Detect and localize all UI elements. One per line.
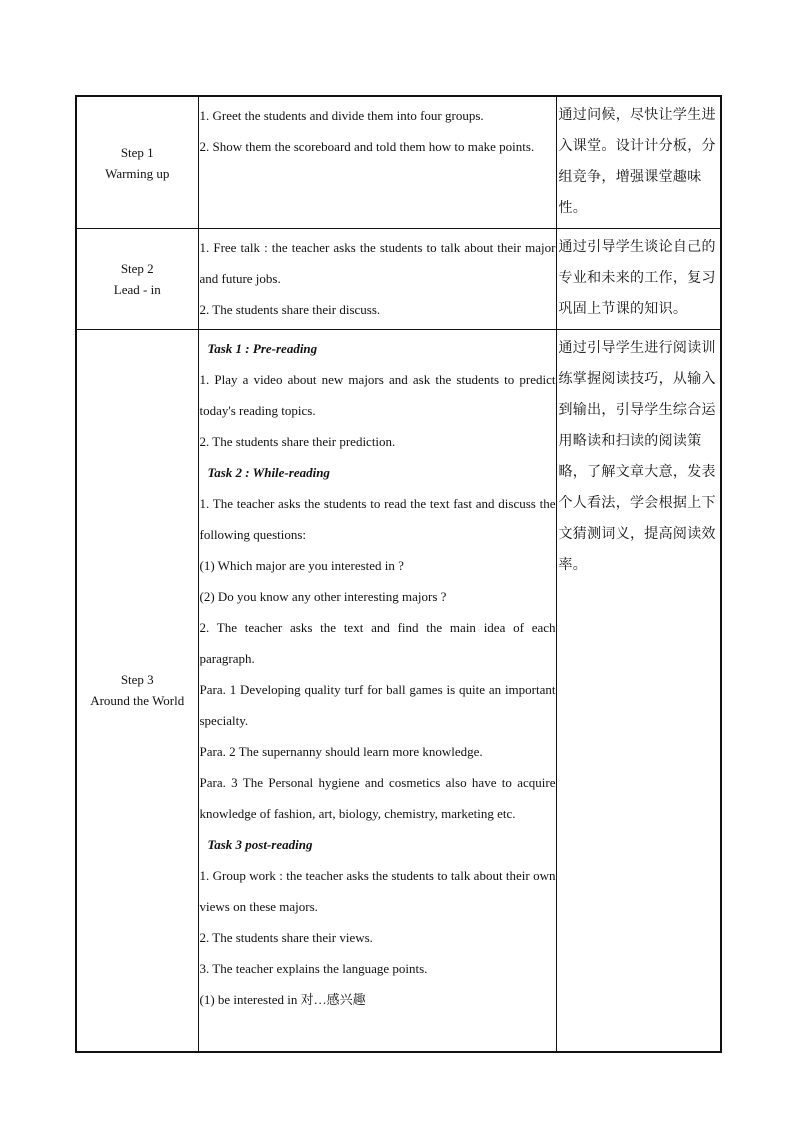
process-line: 3. The teacher explains the language points. <box>199 961 428 976</box>
step-label: Step 1 <box>120 144 154 160</box>
task-heading: Task 3 post-reading <box>207 837 313 852</box>
step-label: Step 2 <box>120 261 154 276</box>
process-line: Para. 2 The supernanny should learn more knowledge. <box>199 744 483 759</box>
process-line: 1. Play a video about new majors and ask the students to predict today's reading topics. <box>199 372 556 418</box>
process-cell <box>198 229 556 330</box>
step-name: Lead - in <box>113 282 161 297</box>
process-line: Para. 1 Developing quality turf for ball games is quite an important specialty. <box>199 682 556 728</box>
step-cell <box>76 96 198 229</box>
process-cell <box>198 96 556 229</box>
table-row-step-1 <box>76 96 721 229</box>
lesson-plan-table <box>75 95 722 1053</box>
purpose-cell: 通过问候，尽快让学生进入课堂。设计计分板，分组竞争，增强课堂趣味性。 <box>556 96 721 229</box>
step-cell <box>76 330 198 1052</box>
process-line: 2. The students share their discuss. <box>199 302 381 317</box>
process-line: (1) Which major are you interested in ? <box>199 558 404 573</box>
process-cell <box>198 330 556 1052</box>
process-line: (2) Do you know any other interesting majors ? <box>199 589 447 604</box>
step-label: Step 3 <box>120 672 154 688</box>
step-name: Warming up <box>105 165 170 181</box>
process-line: 1. The teacher asks the students to read the text fast and discuss the following questions: <box>199 496 556 542</box>
table-row-step-3 <box>76 330 721 1052</box>
task-heading: Task 2 : While-reading <box>207 465 330 480</box>
table-row-step-2 <box>76 229 721 330</box>
process-line: Para. 3 The Personal hygiene and cosmetics also have to acquire knowledge of fashion, art, biology, chemistry, marketing etc. <box>199 775 556 821</box>
process-line: 2. The teacher asks the text and find the main idea of each paragraph. <box>199 620 556 666</box>
process-line: 1. Greet the students and divide them into four groups. <box>199 108 484 123</box>
step-cell <box>76 229 198 330</box>
process-line: 2. The students share their prediction. <box>199 434 396 449</box>
task-heading: Task 1 : Pre-reading <box>207 341 318 356</box>
step-name: Around the World <box>90 693 185 709</box>
process-line: 1. Group work : the teacher asks the students to talk about their own views on these majors. <box>199 868 556 914</box>
purpose-cell: 通过引导学生谈论自己的专业和未来的工作，复习巩固上节课的知识。 <box>556 229 721 330</box>
process-line: (1) be interested in 对…感兴趣 <box>199 992 366 1007</box>
process-line: 2. Show them the scoreboard and told them how to make points. <box>199 139 535 154</box>
process-line: 1. Free talk : the teacher asks the students to talk about their major and future jobs. <box>199 240 556 286</box>
purpose-cell: 通过引导学生进行阅读训练掌握阅读技巧，从输入到输出，引导学生综合运用略读和扫读的阅读策略，了解文章大意，发表个人看法，学会根据上下文猜测词义，提高阅读效率。 <box>556 330 721 1052</box>
process-line: 2. The students share their views. <box>199 930 373 945</box>
